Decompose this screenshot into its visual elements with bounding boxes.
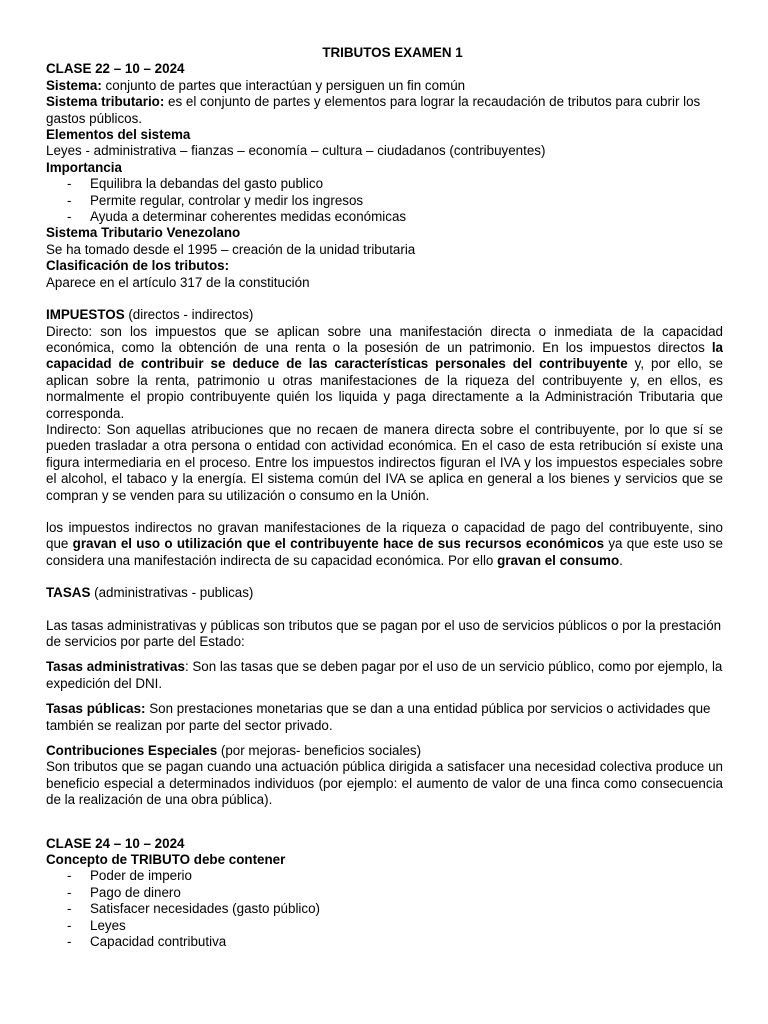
list-item: - Leyes <box>46 918 723 934</box>
tasas-heading: TASAS <box>46 585 91 601</box>
nota-text-end: . <box>619 552 623 568</box>
venezolano-heading: Sistema Tributario Venezolano <box>46 225 241 241</box>
impuestos-heading-line <box>46 307 723 323</box>
contribuciones-heading: Contribuciones Especiales <box>46 743 218 759</box>
list-item: - Capacidad contributiva <box>46 934 723 950</box>
impuestos-nota-paragraph <box>46 520 723 569</box>
tasas-heading-line <box>46 585 723 601</box>
impuestos-subtitle: (directos - indirectos) <box>124 307 254 323</box>
directo-text-c: y, por ello, se aplican sobre la renta, patrimonio u otras manifestaciones de la riqueza del contribuyente y, en ellos, es normalmente el propio contribuyente quién los liquida y paga directamente a la Administración Tributaria que corresponda. <box>46 356 723 421</box>
nota-text-c: ya que este uso se considera una manifestación indirecta de su capacidad económica. Por ello <box>46 536 724 568</box>
sistema-tributario-term: Sistema tributario: <box>46 94 165 110</box>
importancia-list <box>46 176 723 225</box>
elementos-text: Leyes - administrativa – fianzas – economía – cultura – ciudadanos (contribuyentes) <box>46 143 546 159</box>
document-body <box>46 45 723 951</box>
tasas-publicas-text: Son prestaciones monetarias que se dan a una entidad pública por servicios o actividades que también se realizan por parte del sector privado. <box>46 701 711 733</box>
elementos-heading: Elementos del sistema <box>46 127 191 143</box>
clase-2-heading: CLASE 24 – 10 – 2024 <box>46 835 185 851</box>
contribuciones-subtitle: (por mejoras- beneficios sociales) <box>217 743 422 759</box>
list-item: - Equilibra la debandas del gasto publico <box>46 176 723 192</box>
tasas-publicas-term: Tasas públicas: <box>46 701 146 717</box>
tasas-subtitle: (administrativas - publicas) <box>90 585 254 601</box>
directo-text-bold: la capacidad de contribuir se deduce de las características personales del contribuyente <box>46 339 723 372</box>
tasas-administrativas-text: : Son las tasas que se deben pagar por el uso de un servicio público, como por ejemplo, la expedición del DNI. <box>46 659 723 691</box>
clasificacion-heading: Clasificación de los tributos: <box>46 258 230 274</box>
sistema-definition <box>46 78 723 94</box>
importancia-heading: Importancia <box>46 159 122 175</box>
venezolano-text: Se ha tomado desde el 1995 – creación de la unidad tributaria <box>46 241 416 257</box>
impuestos-indirecto-paragraph: Indirecto: Son aquellas atribuciones que no recaen de manera directa sobre el contribuyente, por lo que sí se pueden trasladar a otra persona o entidad con actividad económica. En el caso de esta retribución sí existe una figura intermediaria en el proceso. Entre los impuestos indirectos figuran el IVA y los impuestos especiales sobre el alcohol, el tabaco y la energía. El sistema común del IVA se aplica en general a los bienes y servicios que se compran y se venden para su utilización o consumo en la Unión. <box>46 421 723 503</box>
list-item: - Pago de dinero <box>46 885 723 901</box>
contribuciones-text: Son tributos que se pagan cuando una actuación pública dirigida a satisfacer una necesidad colectiva produce un beneficio especial a determinados individuos (por ejemplo: el aumento de valor de una finca como consecuencia de la realización de una obra pública). <box>46 759 723 808</box>
concepto-heading: Concepto de TRIBUTO debe contener <box>46 852 286 868</box>
sistema-term: Sistema: <box>46 77 102 93</box>
nota-text-a: los impuestos indirectos no gravan manifestaciones de la riqueza o capacidad de pago del contribuyente, sino que <box>46 519 723 552</box>
contribuciones-heading-line <box>46 743 723 759</box>
clase-heading: CLASE 22 – 10 – 2024 <box>46 61 185 77</box>
impuestos-heading: IMPUESTOS <box>46 307 125 323</box>
list-item: - Poder de imperio <box>46 868 723 884</box>
tasas-administrativas <box>46 659 723 692</box>
tasas-administrativas-term: Tasas administrativas <box>46 659 185 675</box>
sistema-tributario-definition <box>46 94 723 127</box>
list-item: - Permite regular, controlar y medir los ingresos <box>46 193 723 209</box>
document-title: TRIBUTOS EXAMEN 1 <box>322 45 463 60</box>
tasas-intro: Las tasas administrativas y públicas son tributos que se pagan por el uso de servicios públicos o por la prestación de servicios por parte del Estado: <box>46 617 722 649</box>
nota-text-bold-2: gravan el consumo <box>497 552 620 568</box>
list-item: - Satisfacer necesidades (gasto público) <box>46 901 723 917</box>
tasas-publicas <box>46 701 723 734</box>
nota-text-bold: gravan el uso o utilización que el contribuyente hace de sus recursos económicos <box>72 536 605 552</box>
sistema-tributario-text: es el conjunto de partes y elementos para lograr la recaudación de tributos para cubrir los gastos públicos. <box>46 94 701 126</box>
directo-text-a: Directo: son los impuestos que se aplican sobre una manifestación directa o inmediata de la capacidad económica, como la obtención de una renta o la posesión de un patrimonio. En los impuestos directos <box>46 323 723 355</box>
clasificacion-text: Aparece en el artículo 317 de la constitución <box>46 274 310 290</box>
concepto-list <box>46 868 723 950</box>
list-item: - Ayuda a determinar coherentes medidas económicas <box>46 209 723 225</box>
sistema-text: conjunto de partes que interactúan y persiguen un fin común <box>101 77 466 93</box>
impuestos-directo-paragraph <box>46 324 723 422</box>
